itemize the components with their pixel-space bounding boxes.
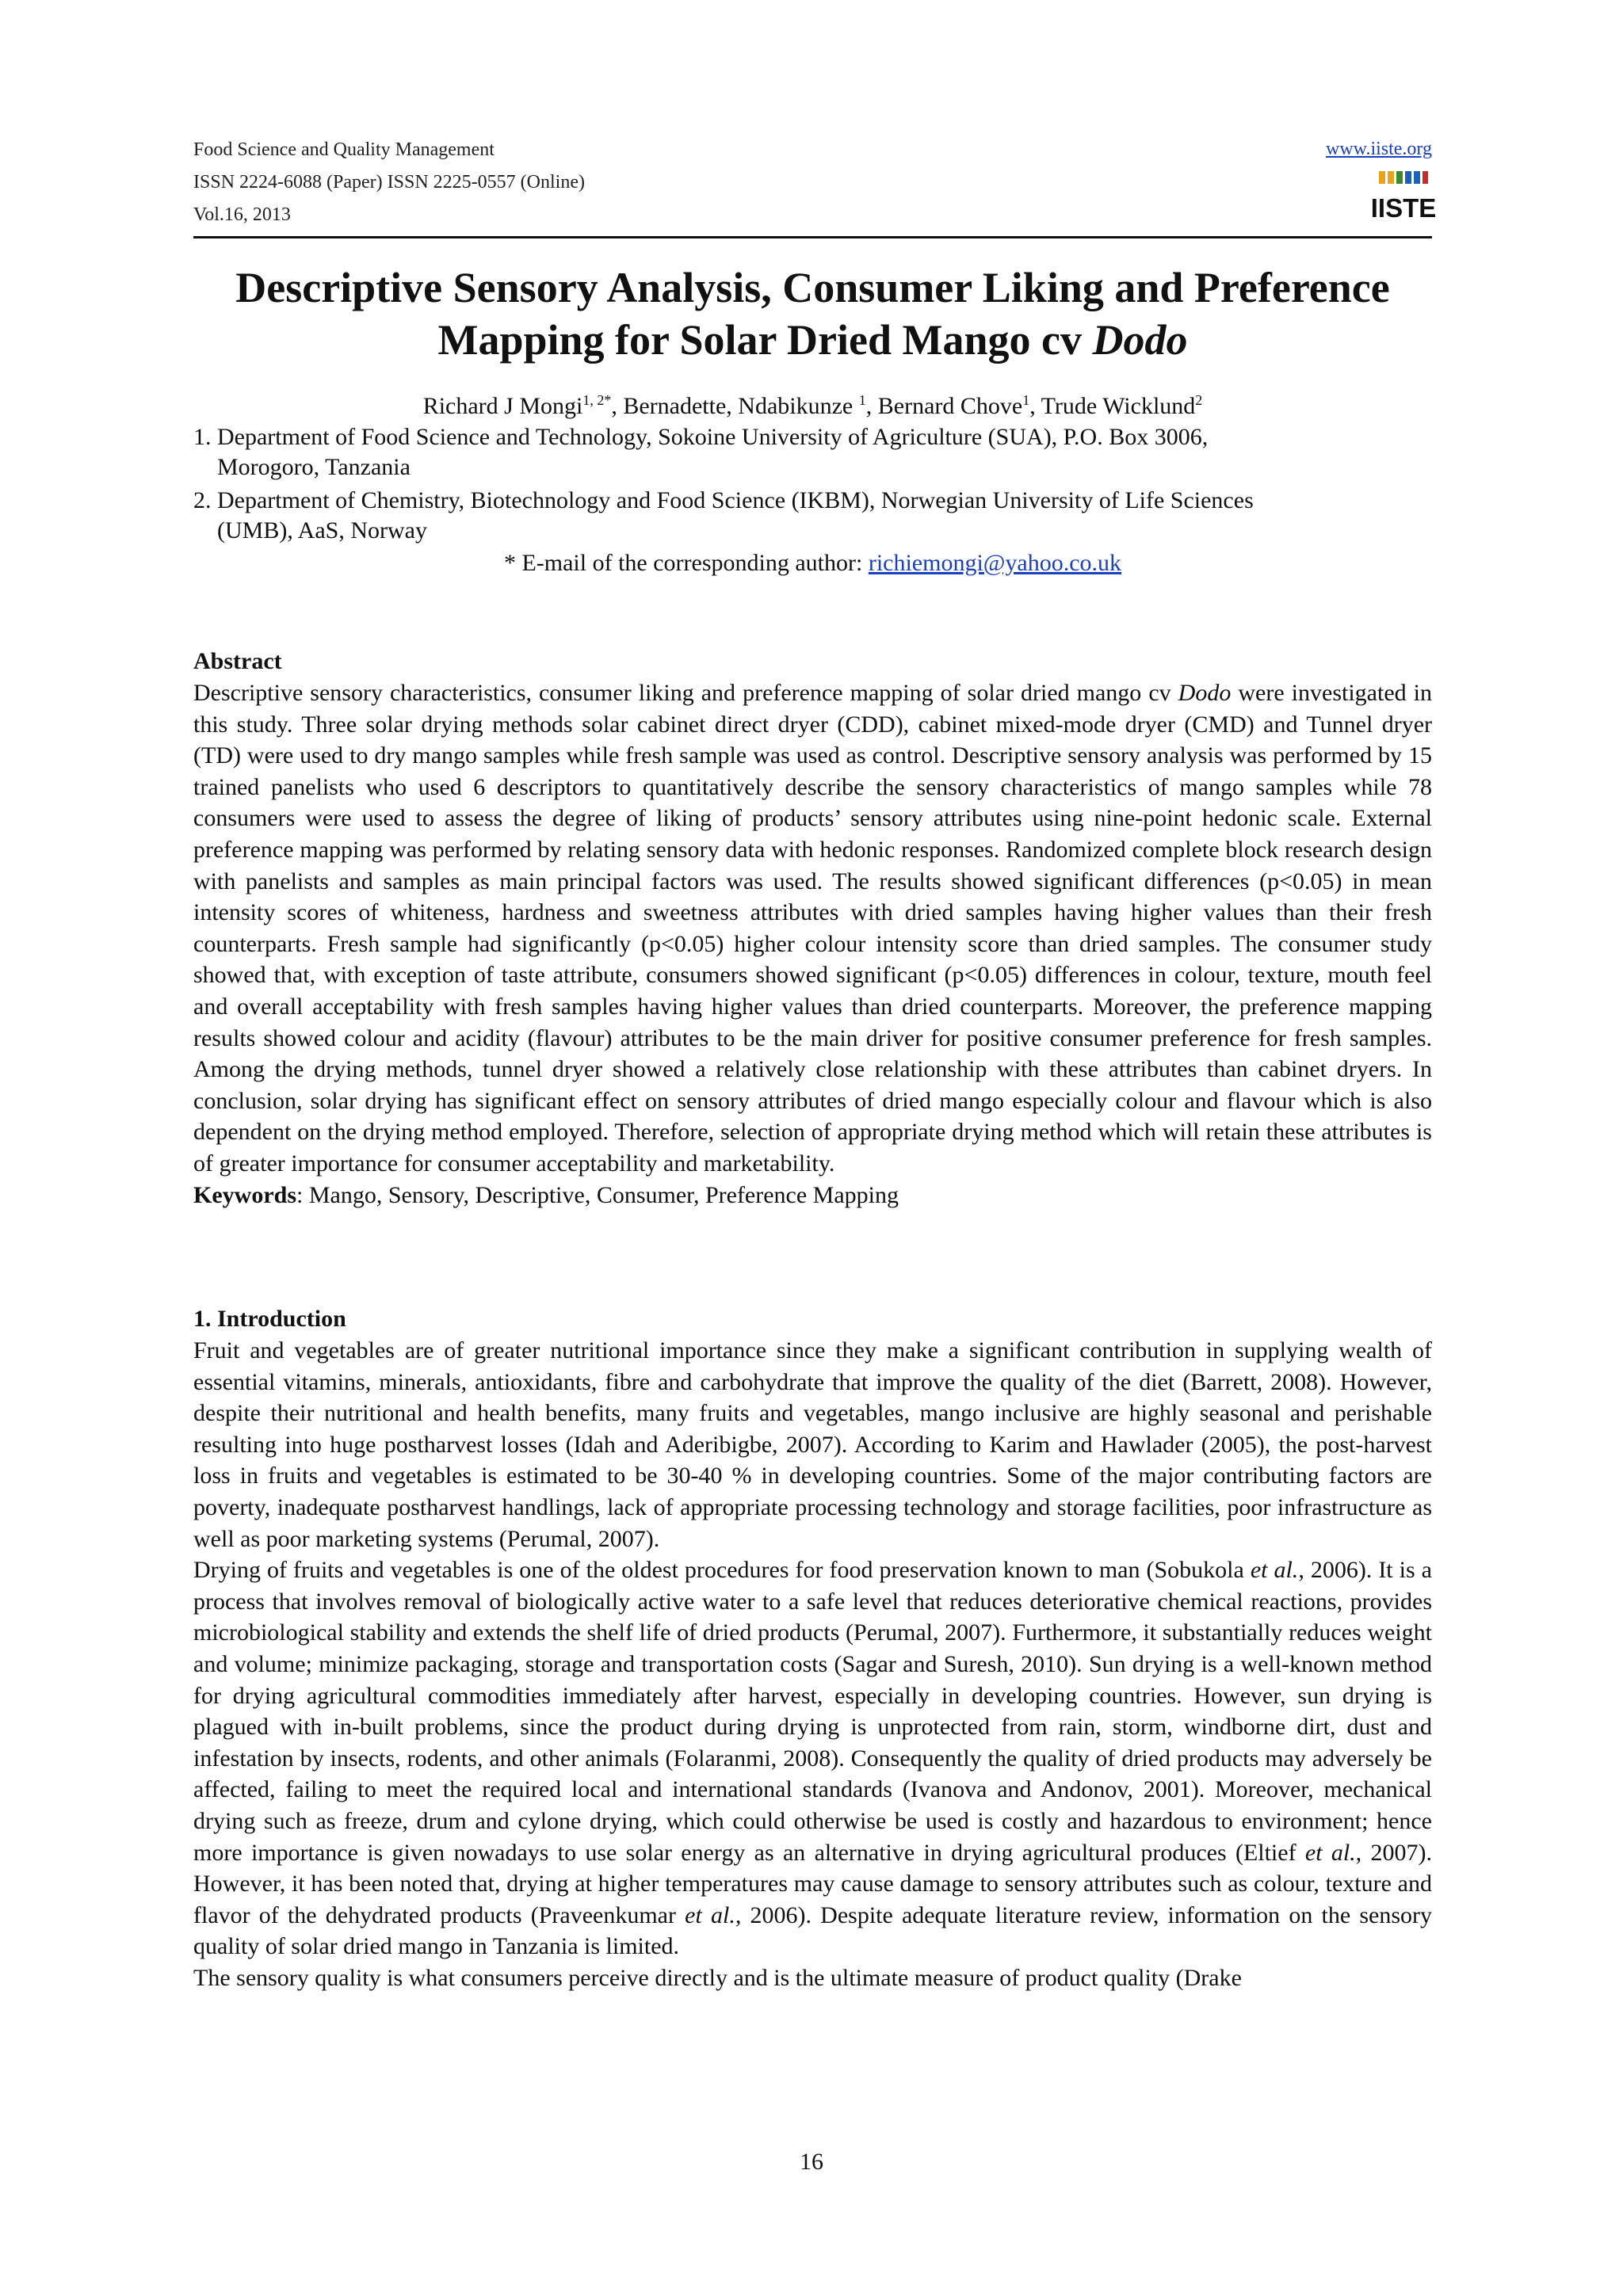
introduction-heading: 1. Introduction xyxy=(193,1306,346,1332)
keywords-list: : Mango, Sensory, Descriptive, Consumer, Preference Mapping xyxy=(296,1181,899,1208)
intro-paragraph-1: Fruit and vegetables are of greater nutritional importance since they make a significant contribution in supplying wealth of essential vitamins, minerals, antioxidants, fibre and carbohydrate that improve the quality of the diet (Barrett, 2008). However, despite their nutritional and health benefits, many fruits and vegetables, mango inclusive are highly seasonal and perishable resulting into huge postharvest losses (Idah and Aderibigbe, 2007). According to Karim and Hawlader (2005), the post-harvest loss in fruits and vegetables is estimated to be 30-40 % in developing countries. Some of the major contributing factors are poverty, inadequate postharvest handlings, lack of appropriate processing technology and storage facilities, poor infrastructure as well as poor marketing systems (Perumal, 2007). xyxy=(193,1337,1432,1552)
logo-text: IISTE xyxy=(1370,193,1437,223)
journal-name: Food Science and Quality Management xyxy=(193,139,495,160)
paper-title xyxy=(193,261,1432,366)
author-list: Richard J Mongi$^{1, 2*}$, Bernadette, Ndabikunze $^1$, Bernard Chove$^1$, Trude Wicklund$^2$ xyxy=(422,392,1203,419)
page-number: 16 xyxy=(800,2149,823,2175)
abstract-heading: Abstract xyxy=(193,648,282,674)
title-line-2: Mapping for Solar Dried Mango cv xyxy=(437,316,1093,364)
journal-url-link[interactable]: www.iiste.org xyxy=(1326,139,1432,159)
intro-paragraph-2: Drying of fruits and vegetables is one of the oldest procedures for food preservation known to man (Sobukola et al., 2006). It is a process that involves removal of biologically active water to a safe level that reduces deteriorative chemical reactions, provides microbiological stability and extends the shelf life of dried products (Perumal, 2007). Furthermore, it substantially reduces weight and volume; minimize packaging, storage and transportation costs (Sagar and Suresh, 2010). Sun drying is a well-known method for drying agricultural commodities immediately after harvest, especially in developing countries. However, sun drying is plagued with in-built problems, since the product during drying is unprotected from rain, storm, windborne dirt, dust and infestation by insects, rodents, and other animals (Folaranmi, 2008). Consequently the quality of dried products may adversely be affected, failing to meet the required local and international standards (Ivanova and Andonov, 2001). Moreover, mechanical drying such as freeze, drum and cylone drying, which could otherwise be used is costly and hazardous to environment; hence more importance is given nowadays to use solar energy as an alternative in drying agricultural produces (Eltief et al., 2007). However, it has been noted that, drying at higher temperatures may cause damage to sensory attributes such as colour, texture and flavor of the dehydrated products (Praveenkumar et al., 2006). Despite adequate literature review, information on the sensory quality of solar dried mango in Tanzania is limited. xyxy=(193,1557,1432,1960)
email-link[interactable]: richiemongi@yahoo.co.uk xyxy=(868,550,1122,576)
volume-line: Vol.16, 2013 xyxy=(193,204,291,225)
keywords-label: Keywords xyxy=(193,1181,296,1208)
issn-line: ISSN 2224-6088 (Paper) ISSN 2225-0557 (Online) xyxy=(193,172,585,193)
header-divider xyxy=(193,236,1432,238)
corresponding-email: * E-mail of the corresponding author: richiemongi@yahoo.co.uk xyxy=(503,550,1122,576)
affiliation-2: 2. Department of Chemistry, Biotechnology and Food Science (IKBM), Norwegian University of Life Sciences (UMB), AaS, Norway xyxy=(193,487,1254,543)
title-italic: Dodo xyxy=(1092,316,1188,364)
iiste-logo xyxy=(1370,170,1437,225)
introduction-body xyxy=(193,1335,1432,1993)
abstract-body: Descriptive sensory characteristics, consumer liking and preference mapping of solar dried mango cv Dodo were investigated in this study. Three solar drying methods solar cabinet direct dryer (CDD), cabinet mixed-mode dryer (CMD) and Tunnel dryer (TD) were used to dry mango samples while fresh sample was used as control. Descriptive sensory analysis was performed by 15 trained panelists who used 6 descriptors to quantitatively describe the sensory characteristics of mango samples while 78 consumers were used to assess the degree of liking of products’ sensory attributes using nine-point hedonic scale. External preference mapping was performed by relating sensory data with hedonic responses. Randomized complete block research design with panelists and samples as main principal factors was used. The results showed significant differences (p<0.05) in mean intensity scores of whiteness, hardness and sweetness attributes with dried samples having higher values than their fresh counterparts. Fresh sample had significantly (p<0.05) higher colour intensity score than dried samples. The consumer study showed that, with exception of taste attribute, consumers showed significant (p<0.05) differences in colour, texture, mouth feel and overall acceptability with fresh samples having higher values than dried counterparts. Moreover, the preference mapping results showed colour and acidity (flavour) attributes to be the main driver for positive consumer preference for fresh samples. Among the drying methods, tunnel dryer showed a relatively close relationship with these attributes than cabinet dryers. In conclusion, solar drying has significant effect on sensory attributes of dried mango especially colour and flavour which is also dependent on the drying method employed. Therefore, selection of appropriate drying method which will retain these attributes is of greater importance for consumer acceptability and marketability. Keywords: Mango, Sensory, Descriptive, Consumer, Preference Mapping xyxy=(193,680,1432,1208)
intro-paragraph-3: The sensory quality is what consumers perceive directly and is the ultimate measure of product quality (Drake xyxy=(193,1964,1242,1991)
title-line-1: Descriptive Sensory Analysis, Consumer Liking and Preference xyxy=(235,264,1390,311)
affiliation-1: 1. Department of Food Science and Technology, Sokoine University of Agriculture (SUA), P.O. Box 3006, Morogoro, Tanzania xyxy=(193,424,1209,480)
